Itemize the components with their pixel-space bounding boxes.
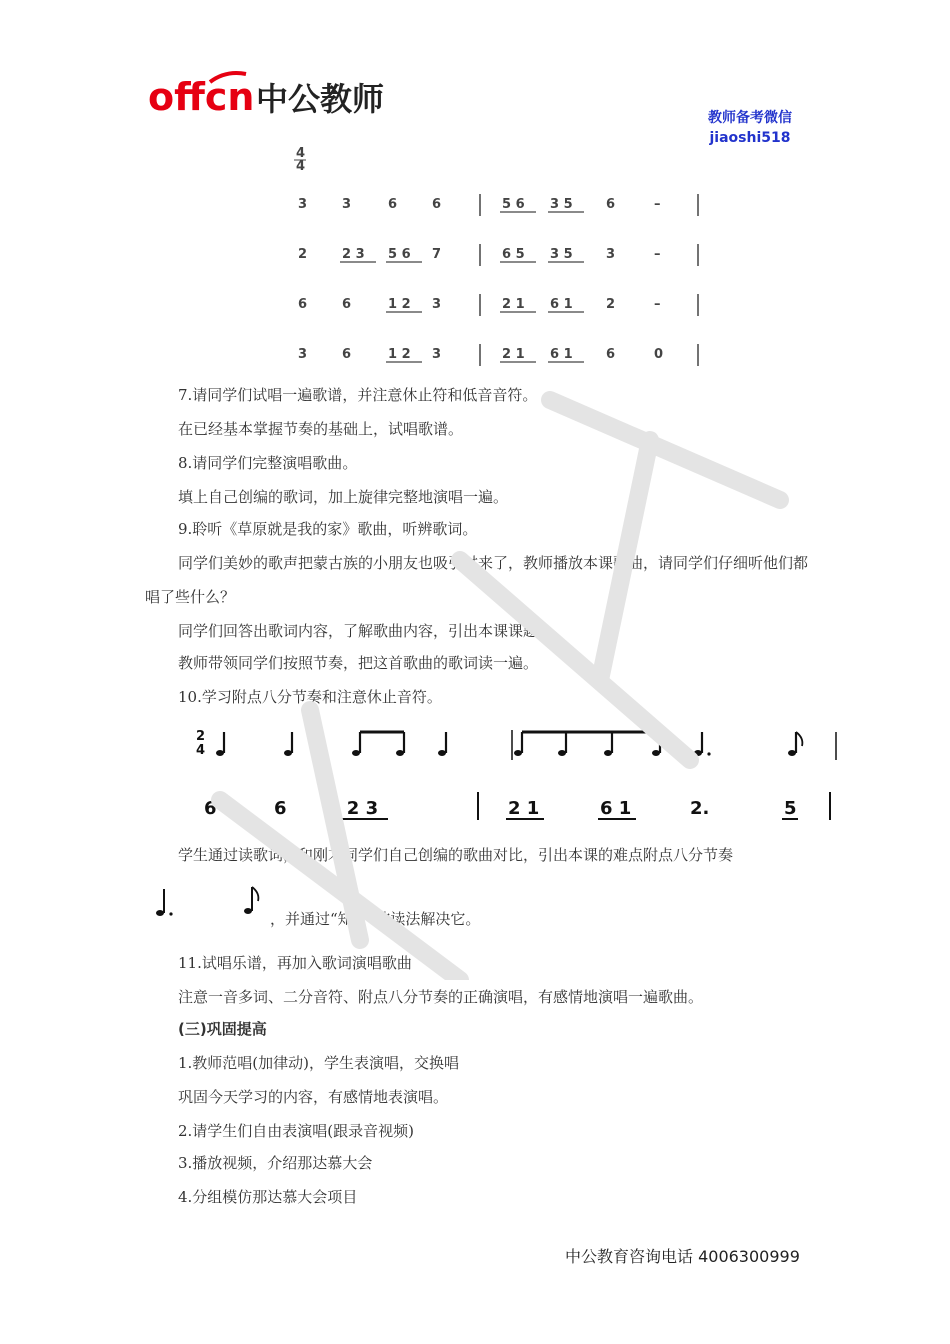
score-note: –	[654, 197, 661, 212]
logo-cn: 中公教师	[256, 80, 385, 118]
score-note: 3	[342, 197, 352, 212]
rhythm-number: 6	[274, 798, 287, 819]
score-note: 5 6	[388, 247, 411, 262]
time-sig-bottom: 4	[296, 159, 306, 174]
score-note: 0	[654, 347, 664, 362]
para-7: 7.请同学们试唱一遍歌谱，并注意休止符和低音音符。	[178, 386, 538, 404]
score-note: –	[654, 247, 661, 262]
logo-latin: offcn	[148, 75, 255, 118]
score-note: 3	[298, 347, 308, 362]
para-9-detail: 同学们美妙的歌声把蒙古族的小朋友也吸引过来了，教师播放本课歌曲，请同学们仔细听他们都唱了些什么？	[145, 554, 809, 606]
score-note: 6	[432, 197, 442, 212]
item-1: 1.教师范唱(加律动)，学生表演唱，交换唱	[178, 1054, 460, 1072]
para-10: 10.学习附点八分节奏和注意休止音符。	[178, 688, 442, 706]
para-10-detail: 学生通过读歌词，和刚才同学们自己创编的歌曲对比，引出本课的难点附点八分节奏	[178, 846, 734, 864]
dotted-rhythm-icon	[150, 885, 270, 925]
wechat-id: jiaoshi518	[709, 130, 791, 146]
note-eighth-group	[514, 732, 660, 756]
score-note: 2	[298, 247, 308, 262]
score-note: 2 1	[502, 297, 525, 312]
para-7-detail: 在已经基本掌握节奏的基础上，试唱歌谱。	[178, 420, 464, 438]
score-note: 3 5	[550, 247, 573, 262]
para-9-answer: 同学们回答出歌词内容，了解歌曲内容，引出本课课题。	[178, 622, 554, 640]
score-note: 1 2	[388, 297, 411, 312]
score-note: 6 1	[550, 347, 573, 362]
rhythm-number: 5	[784, 798, 797, 819]
score-note: –	[654, 297, 661, 312]
note-eighth	[788, 732, 802, 756]
rhythm-ts-top: 2	[196, 729, 206, 744]
rhythm-number: 6	[204, 798, 217, 819]
score-note: 6 5	[502, 247, 525, 262]
score-note: 1 2	[388, 347, 411, 362]
time-sig-top: 4	[296, 146, 306, 161]
rhythm-number: 2 1	[508, 798, 540, 819]
section-heading: (三)巩固提高	[178, 1020, 267, 1038]
footer-hotline: 中公教育咨询电话 4006300999	[565, 1247, 800, 1266]
score-note: 3	[298, 197, 308, 212]
note-eighth-pair	[352, 732, 404, 756]
para-9: 9.聆听《草原就是我的家》歌曲，听辨歌词。	[178, 520, 478, 538]
rhythm-example	[190, 720, 850, 830]
note-quarter	[216, 732, 224, 756]
rhythm-number: 6 1	[600, 798, 632, 819]
para-11-detail: 注意一音多词、二分音符、附点八分节奏的正确演唱，有感情地演唱一遍歌曲。	[178, 988, 704, 1006]
para-11: 11.试唱乐谱，再加入歌词演唱歌曲	[178, 954, 412, 972]
score-note: 6	[606, 197, 616, 212]
score-note: 2 1	[502, 347, 525, 362]
rhythm-number: 1 2 3	[328, 798, 379, 819]
score-note: 2 3	[342, 247, 365, 262]
score-note: 5 6	[502, 197, 525, 212]
score-note: 3 5	[550, 197, 573, 212]
para-8: 8.请同学们完整演唱歌曲。	[178, 454, 358, 472]
rhythm-ts-bottom: 4	[196, 743, 206, 758]
score-note: 6	[388, 197, 398, 212]
item-1-detail: 巩固今天学习的内容，有感情地表演唱。	[178, 1088, 449, 1106]
score-note: 3	[432, 347, 442, 362]
item-4: 4.分组模仿那达慕大会项目	[178, 1188, 358, 1206]
score-note: 6	[342, 297, 352, 312]
offcn-logo	[148, 68, 398, 118]
para-8-detail: 填上自己创编的歌词，加上旋律完整地演唱一遍。	[178, 488, 509, 506]
score-note: 3	[432, 297, 442, 312]
note-quarter	[438, 732, 446, 756]
rhythm-number: 2.	[690, 798, 710, 819]
score-note: 2	[606, 297, 616, 312]
score-note: 6	[298, 297, 308, 312]
item-2: 2.请学生们自由表演唱(跟录音视频)	[178, 1122, 415, 1140]
score-note: 6	[606, 347, 616, 362]
item-3: 3.播放视频，介绍那达慕大会	[178, 1154, 373, 1172]
score-note: 6	[342, 347, 352, 362]
note-quarter	[284, 732, 292, 756]
para-10-end: ，并通过“知了”的读法解决它。	[270, 910, 481, 928]
note-dotted-quarter	[694, 732, 711, 756]
score-note: 3	[606, 247, 616, 262]
score-note: 7	[432, 247, 442, 262]
score-note: 6 1	[550, 297, 573, 312]
wechat-label: 教师备考微信	[708, 110, 792, 126]
para-9-read: 教师带领同学们按照节奏，把这首歌曲的歌词读一遍。	[178, 654, 539, 672]
jianpu-score	[280, 140, 720, 380]
